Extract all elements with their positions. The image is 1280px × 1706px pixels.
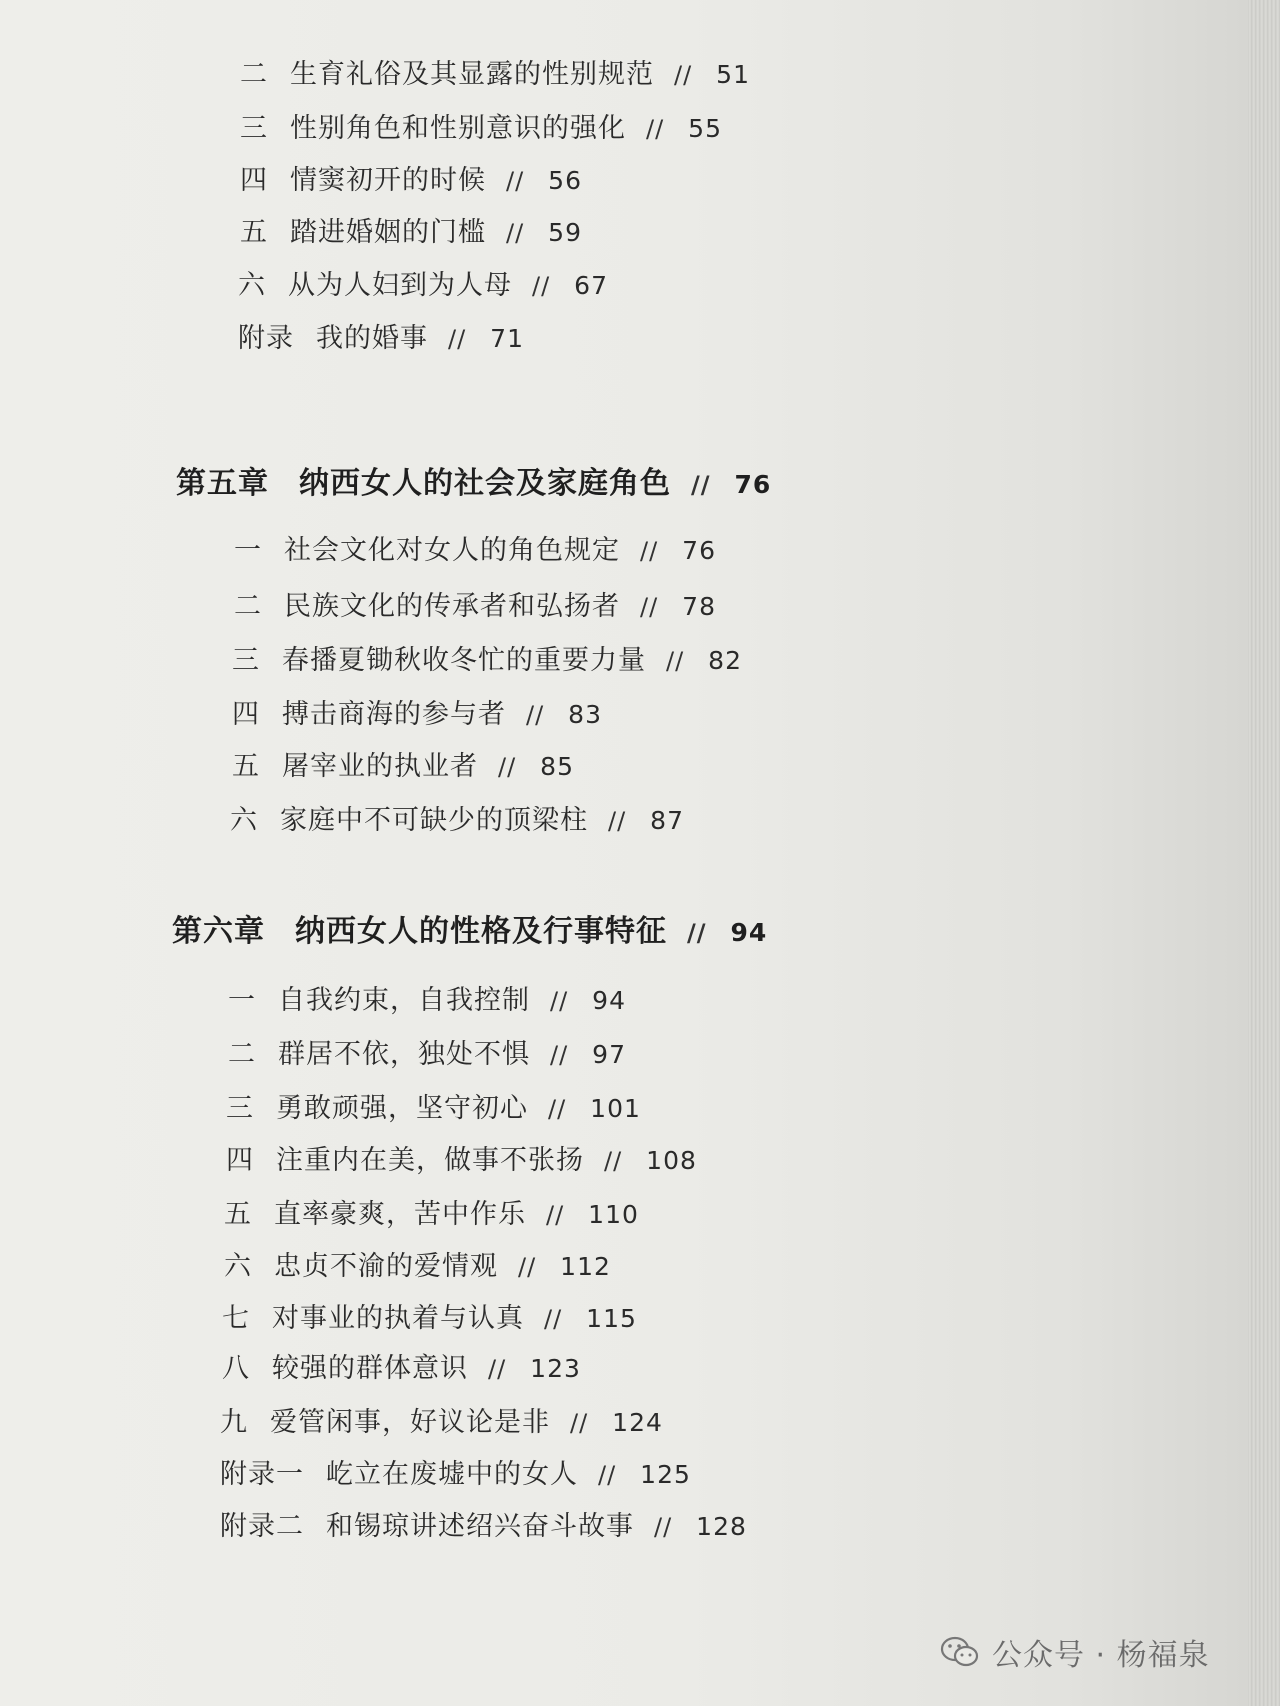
entry-number: 二 xyxy=(234,591,262,622)
entry-page-number: 94 xyxy=(592,986,626,1015)
entry-separator: // xyxy=(506,167,525,195)
entry-title: 忠贞不渝的爱情观 xyxy=(274,1251,498,1282)
toc-entry xyxy=(240,158,582,197)
toc-entry xyxy=(240,210,582,249)
entry-number: 四 xyxy=(232,699,260,730)
toc-entry xyxy=(224,1192,639,1231)
entry-number: 五 xyxy=(232,751,260,782)
entry-title: 爱管闲事，好议论是非 xyxy=(270,1407,550,1438)
entry-separator: // xyxy=(526,701,545,729)
toc-entry xyxy=(238,316,524,355)
entry-separator: // xyxy=(654,1513,673,1541)
entry-title: 和锡琼讲述绍兴奋斗故事 xyxy=(326,1511,634,1542)
entry-separator: // xyxy=(550,987,569,1015)
entry-number: 六 xyxy=(224,1251,252,1282)
entry-separator: // xyxy=(674,61,693,89)
toc-entry xyxy=(232,638,742,677)
toc-entry xyxy=(228,978,626,1017)
entry-number: 六 xyxy=(238,270,266,301)
entry-number: 附录一 xyxy=(220,1459,304,1490)
entry-page-number: 76 xyxy=(734,470,772,499)
entry-page-number: 55 xyxy=(688,114,722,143)
entry-title: 生育礼俗及其显露的性别规范 xyxy=(290,59,654,90)
entry-page-number: 51 xyxy=(716,60,750,89)
entry-separator: // xyxy=(604,1147,623,1175)
entry-separator: // xyxy=(544,1305,563,1333)
entry-page-number: 87 xyxy=(650,806,684,835)
entry-page-number: 71 xyxy=(490,324,524,353)
entry-page-number: 94 xyxy=(730,918,768,947)
chapter-heading xyxy=(172,906,767,950)
entry-page-number: 123 xyxy=(530,1354,581,1383)
entry-number: 二 xyxy=(240,59,268,90)
toc-entry xyxy=(232,692,602,731)
entry-number: 三 xyxy=(240,113,268,144)
toc-entry xyxy=(240,52,750,91)
entry-separator: // xyxy=(550,1041,569,1069)
entry-page-number: 78 xyxy=(682,592,716,621)
toc-entry xyxy=(220,1504,747,1543)
toc-entry xyxy=(220,1452,691,1491)
entry-separator: // xyxy=(608,807,627,835)
toc-entry xyxy=(240,106,722,145)
toc-entry xyxy=(226,1086,641,1125)
entry-separator: // xyxy=(640,593,659,621)
toc-entry xyxy=(222,1346,581,1385)
chapter-number: 第五章 xyxy=(176,466,269,501)
entry-title: 我的婚事 xyxy=(316,323,428,354)
entry-title: 较强的群体意识 xyxy=(272,1353,468,1384)
entry-page-number: 115 xyxy=(586,1304,637,1333)
entry-title: 注重内在美，做事不张扬 xyxy=(276,1145,584,1176)
chapter-heading xyxy=(176,458,771,502)
toc-entry xyxy=(220,1400,663,1439)
chapter-title: 纳西女人的性格及行事特征 xyxy=(295,914,667,949)
toc-entry xyxy=(238,263,608,302)
entry-separator: // xyxy=(498,753,517,781)
entry-number: 三 xyxy=(232,645,260,676)
entry-page-number: 124 xyxy=(612,1408,663,1437)
entry-separator: // xyxy=(448,325,467,353)
entry-title: 屠宰业的执业者 xyxy=(282,751,478,782)
entry-title: 勇敢顽强，坚守初心 xyxy=(276,1093,528,1124)
entry-separator: // xyxy=(640,537,659,565)
entry-title: 春播夏锄秋收冬忙的重要力量 xyxy=(282,645,646,676)
entry-page-number: 101 xyxy=(590,1094,641,1123)
entry-page-number: 128 xyxy=(696,1512,747,1541)
entry-title: 搏击商海的参与者 xyxy=(282,699,506,730)
entry-number: 六 xyxy=(230,805,258,836)
entry-number: 四 xyxy=(226,1145,254,1176)
entry-page-number: 67 xyxy=(574,271,608,300)
toc-entry xyxy=(224,1244,611,1283)
entry-separator: // xyxy=(506,219,525,247)
entry-page-number: 97 xyxy=(592,1040,626,1069)
entry-number: 二 xyxy=(228,1039,256,1070)
entry-number: 七 xyxy=(222,1303,250,1334)
entry-separator: // xyxy=(532,272,551,300)
toc-entry xyxy=(228,1032,626,1071)
entry-title: 性别角色和性别意识的强化 xyxy=(290,113,626,144)
entry-title: 民族文化的传承者和弘扬者 xyxy=(284,591,620,622)
chapter-number: 第六章 xyxy=(172,914,265,949)
page-edge xyxy=(1248,0,1280,1706)
entry-page-number: 112 xyxy=(560,1252,611,1281)
watermark-text: 公众号 · 杨福泉 xyxy=(992,1638,1210,1673)
entry-page-number: 83 xyxy=(568,700,602,729)
entry-title: 群居不依，独处不惧 xyxy=(278,1039,530,1070)
entry-number: 三 xyxy=(226,1093,254,1124)
entry-title: 情窦初开的时候 xyxy=(290,165,486,196)
entry-title: 直率豪爽，苦中作乐 xyxy=(274,1199,526,1230)
entry-number: 五 xyxy=(240,217,268,248)
toc-entry xyxy=(230,798,684,837)
entry-page-number: 82 xyxy=(708,646,742,675)
entry-page-number: 76 xyxy=(682,536,716,565)
toc-entry xyxy=(234,528,716,567)
entry-title: 踏进婚姻的门槛 xyxy=(290,217,486,248)
entry-number: 五 xyxy=(224,1199,252,1230)
entry-title: 从为人妇到为人母 xyxy=(288,270,512,301)
toc-entry xyxy=(232,744,574,783)
entry-number: 九 xyxy=(220,1407,248,1438)
wechat-icon xyxy=(940,1635,980,1669)
toc-entry xyxy=(234,584,716,623)
entry-page-number: 110 xyxy=(588,1200,639,1229)
toc-entry xyxy=(222,1296,637,1335)
entry-page-number: 108 xyxy=(646,1146,697,1175)
entry-page-number: 59 xyxy=(548,218,582,247)
entry-page-number: 85 xyxy=(540,752,574,781)
toc-entry xyxy=(226,1138,697,1177)
entry-number: 附录二 xyxy=(220,1511,304,1542)
entry-separator: // xyxy=(570,1409,589,1437)
entry-separator: // xyxy=(687,919,707,947)
entry-title: 社会文化对女人的角色规定 xyxy=(284,535,620,566)
entry-separator: // xyxy=(518,1253,537,1281)
entry-separator: // xyxy=(598,1461,617,1489)
entry-page-number: 125 xyxy=(640,1460,691,1489)
entry-title: 对事业的执着与认真 xyxy=(272,1303,524,1334)
entry-number: 八 xyxy=(222,1353,250,1384)
entry-number: 一 xyxy=(234,535,262,566)
entry-number: 附录 xyxy=(238,323,294,354)
entry-separator: // xyxy=(546,1201,565,1229)
entry-separator: // xyxy=(488,1355,507,1383)
entry-number: 四 xyxy=(240,165,268,196)
entry-title: 自我约束，自我控制 xyxy=(278,985,530,1016)
entry-page-number: 56 xyxy=(548,166,582,195)
chapter-title: 纳西女人的社会及家庭角色 xyxy=(299,466,671,501)
entry-title: 屹立在废墟中的女人 xyxy=(326,1459,578,1490)
entry-separator: // xyxy=(666,647,685,675)
entry-separator: // xyxy=(548,1095,567,1123)
entry-separator: // xyxy=(646,115,665,143)
entry-title: 家庭中不可缺少的顶梁柱 xyxy=(280,805,588,836)
wechat-watermark xyxy=(940,1630,1210,1674)
entry-separator: // xyxy=(691,471,711,499)
entry-number: 一 xyxy=(228,985,256,1016)
